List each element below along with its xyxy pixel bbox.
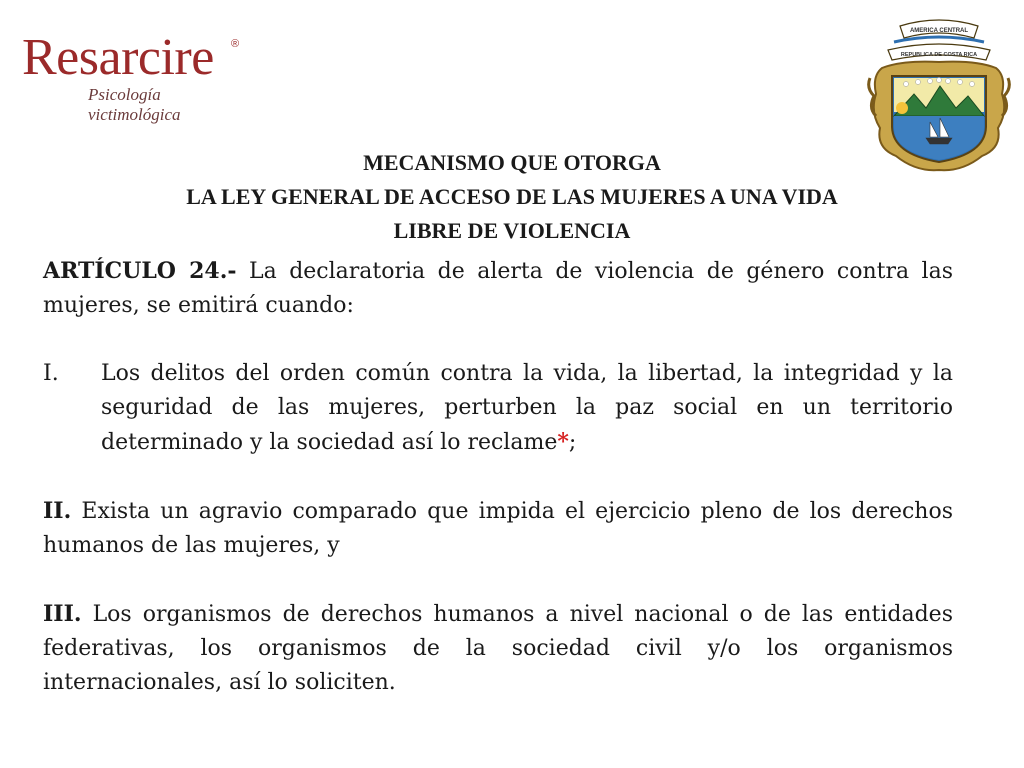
- list-item: [43, 597, 953, 700]
- title-line-2: LA LEY GENERAL DE ACCESO DE LAS MUJERES A UNA VIDA: [186, 184, 838, 209]
- article-label: ARTÍCULO 24.-: [43, 258, 237, 284]
- page-title: [40, 146, 984, 248]
- registered-mark: ®: [231, 38, 240, 50]
- list-item: [43, 494, 953, 563]
- logo-tagline: Psicología victimológica: [88, 85, 181, 124]
- item-number: III.: [43, 601, 82, 627]
- item-number: I.: [43, 361, 59, 386]
- item-text: [101, 357, 953, 460]
- title-line-1: MECANISMO QUE OTORGA: [363, 150, 661, 175]
- asterisk-mark: *: [557, 429, 569, 455]
- list-item: [43, 357, 953, 460]
- crest-banner-mid: REPUBLICA DE COSTA RICA: [900, 52, 978, 58]
- item-2-text: Exista un agravio comparado que impida el ejercicio pleno de los derechos humanos de las mujeres, y: [43, 499, 953, 558]
- item-1-trailing: ;: [568, 430, 577, 455]
- title-line-3: LIBRE DE VIOLENCIA: [393, 218, 631, 243]
- article-text: La declaratoria de alerta de violencia de género contra las mujeres, se emitirá cuando:: [43, 259, 954, 318]
- item-number: II.: [43, 498, 72, 524]
- article-body: [43, 254, 953, 700]
- item-3-text: Los organismos de derechos humanos a nivel nacional o de las entidades federativas, los organismos de la sociedad civil y/o los organismos internacionales, así lo soliciten.: [43, 602, 953, 695]
- item-1-text: Los delitos del orden común contra la vida, la libertad, la integridad y la seguridad de las mujeres, perturben la paz social en un territorio determinado y la sociedad así lo reclame: [101, 361, 953, 455]
- article-intro: [43, 254, 953, 323]
- crest-banner-top: AMERICA CENTRAL: [909, 28, 969, 34]
- logo-wordmark: Resarcire: [22, 29, 214, 86]
- resarcire-logo: [22, 29, 242, 124]
